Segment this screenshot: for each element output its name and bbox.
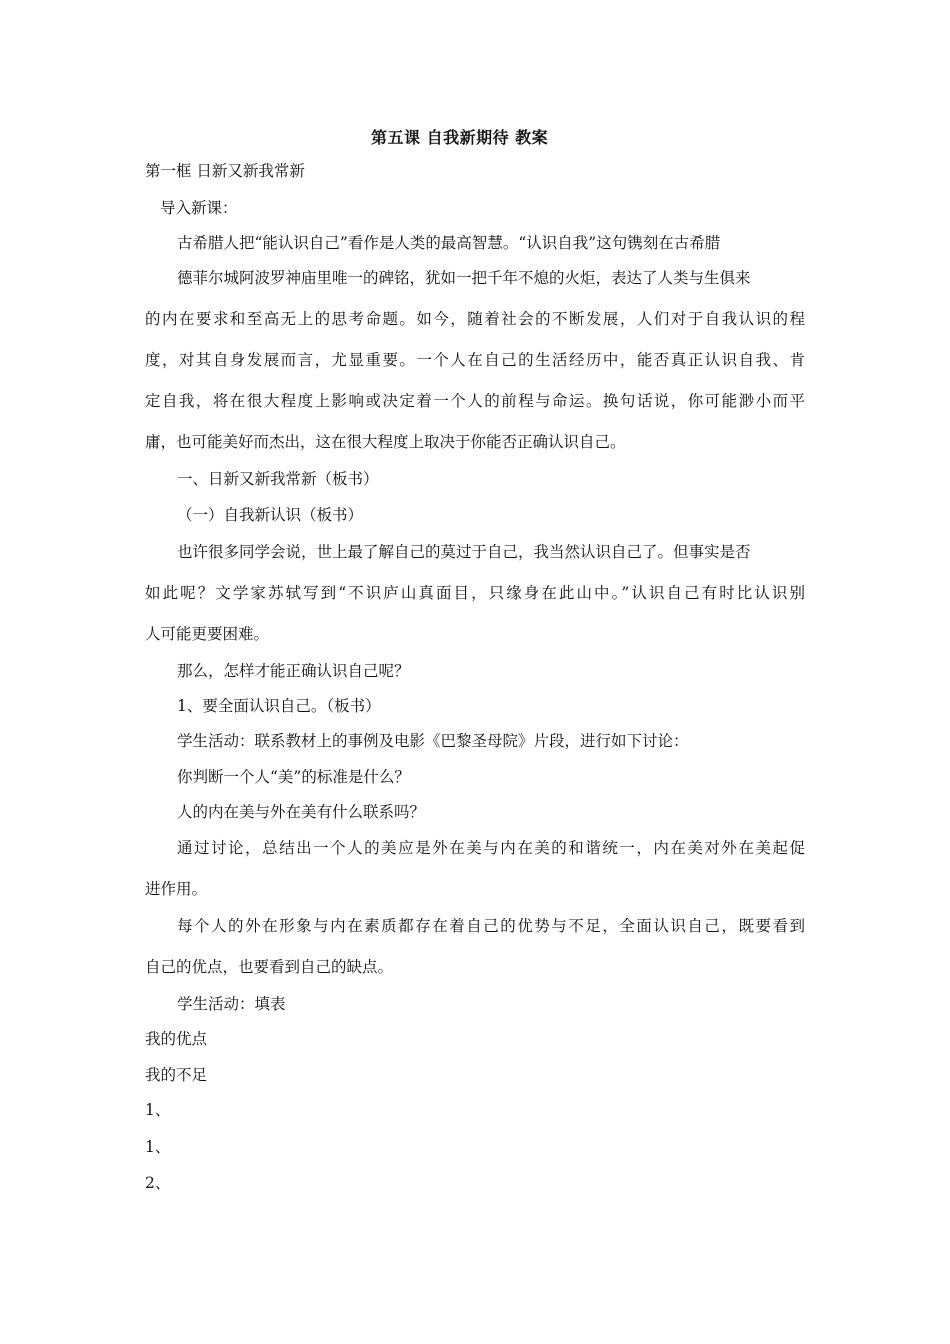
table-header-weaknesses: 我的不足 (145, 1066, 208, 1084)
paragraph-line: 也许很多同学会说，世上最了解自己的莫过于自己，我当然认识自己了。但事实是否 (177, 543, 751, 561)
paragraph-line: 如此呢？文学家苏轼写到“不识庐山真面目，只缘身在此山中。”认识自己有时比认识别 (145, 584, 805, 602)
table-header-strengths: 我的优点 (145, 1030, 208, 1048)
section-heading: 第一框 日新又新我常新 (145, 162, 305, 180)
paragraph-line: 每个人的外在形象与内在素质都存在着自己的优势与不足，全面认识自己，既要看到 (177, 917, 805, 935)
paragraph-line: 的内在要求和至高无上的思考命题。如今，随着社会的不断发展，人们对于自我认识的程 (145, 310, 805, 328)
paragraph-line: 进作用。 (145, 880, 208, 898)
paragraph-line: 定自我，将在很大程度上影响或决定着一个人的前程与命运。换句话说，你可能渺小而平 (145, 392, 805, 410)
table-item: 1、 (145, 1138, 171, 1156)
lesson-title: 第五课 自我新期待 教案 (371, 128, 549, 147)
table-item: 1、 (145, 1101, 171, 1119)
discussion-question-1: 你判断一个人“美”的标准是什么？ (177, 768, 410, 786)
point-1: 1、要全面认识自己。（板书） (177, 697, 381, 715)
paragraph-line: 通过讨论，总结出一个人的美应是外在美与内在美的和谐统一，内在美对外在美起促 (177, 839, 805, 857)
discussion-question-2: 人的内在美与外在美有什么联系吗？ (177, 803, 426, 821)
paragraph-line: 度，对其自身发展而言，尤显重要。一个人在自己的生活经历中，能否真正认识自我、肯 (145, 351, 805, 369)
paragraph-line: 庸，也可能美好而杰出，这在很大程度上取决于你能否正确认识自己。 (145, 433, 626, 451)
paragraph-line: 德菲尔城阿波罗神庙里唯一的碑铭，犹如一把千年不熄的火炬，表达了人类与生俱来 (177, 269, 751, 287)
board-heading-2: （一）自我新认识（板书） (177, 506, 364, 524)
board-heading-1: 一、日新又新我常新（板书） (177, 470, 379, 488)
paragraph-line: 人可能更要困难。 (145, 625, 270, 643)
question-line: 那么，怎样才能正确认识自己呢？ (177, 662, 410, 680)
student-activity-2: 学生活动：填表 (177, 995, 286, 1013)
intro-label: 导入新课： (160, 199, 238, 217)
paragraph-line: 自己的优点，也要看到自己的缺点。 (145, 958, 394, 976)
table-item: 2、 (145, 1174, 171, 1192)
paragraph-line: 古希腊人把“能认识自己”看作是人类的最高智慧。“认识自我”这句镌刻在古希腊 (177, 234, 721, 252)
student-activity-1: 学生活动：联系教材上的事例及电影《巴黎圣母院》片段，进行如下讨论： (177, 732, 689, 750)
